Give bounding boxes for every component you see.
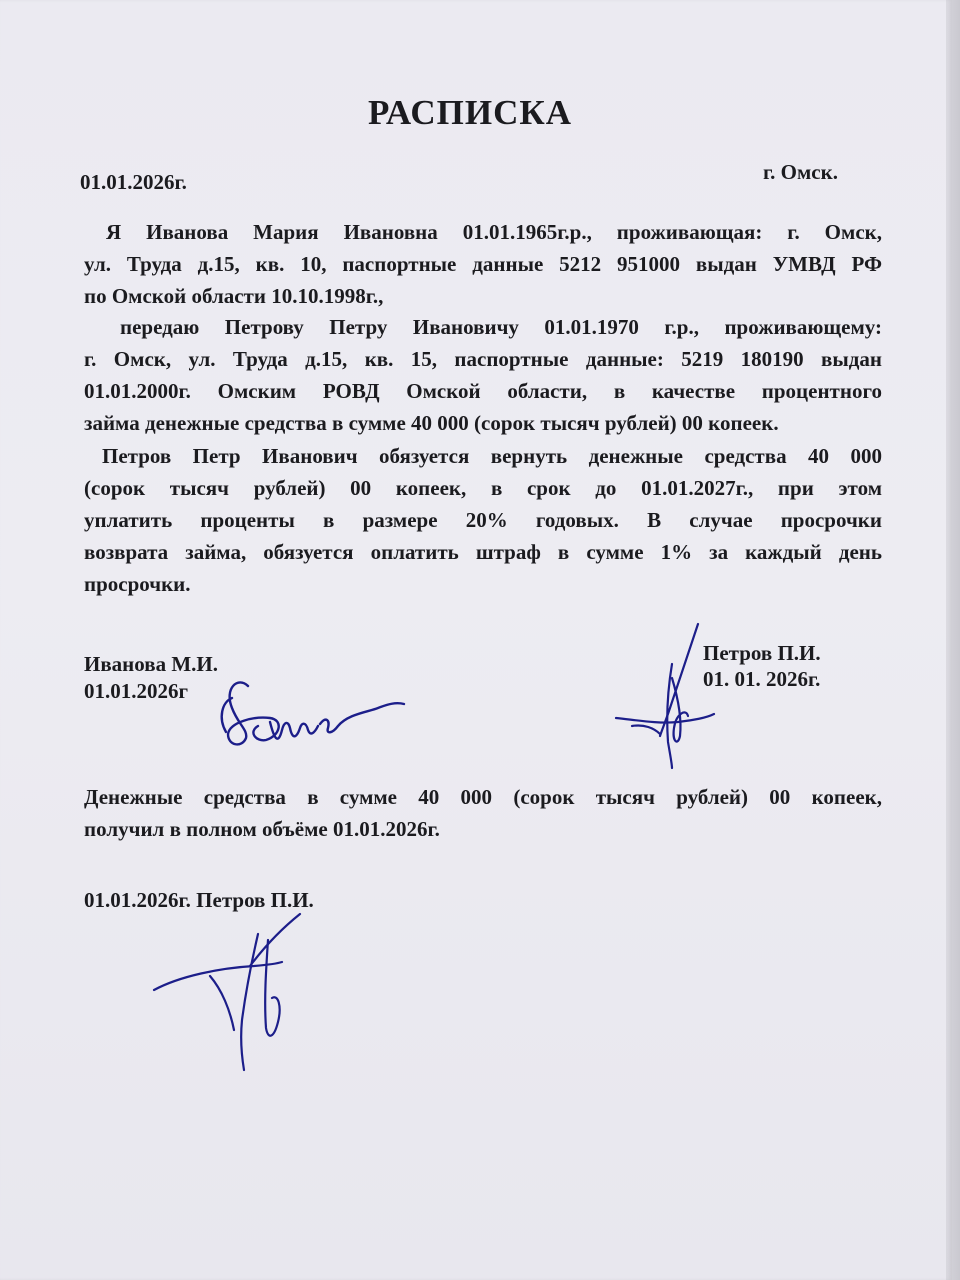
paragraph-line: 01.01.2000г. Омским РОВД Омской области, в качестве процентного <box>84 379 882 403</box>
document-city: г. Омск. <box>763 160 838 184</box>
paragraph-line: Петров Петр Иванович обязуется вернуть денежные средства 40 000 <box>102 444 882 468</box>
paragraph-line: получил в полном объёме 01.01.2026г. <box>84 817 440 841</box>
lender-name: Иванова М.И. <box>84 652 218 676</box>
receipt-date-and-name: 01.01.2026г. Петров П.И. <box>84 888 314 912</box>
paragraph-line: просрочки. <box>84 572 191 596</box>
document-title: РАСПИСКА <box>367 93 573 132</box>
paragraph-line: уплатить проценты в размере 20% годовых. В случае просрочки <box>84 508 882 532</box>
paragraph-line: г. Омск, ул. Труда д.15, кв. 15, паспортные данные: 5219 180190 выдан <box>84 347 882 371</box>
borrower-handwritten-signature <box>610 618 720 778</box>
receipt-handwritten-signature <box>150 910 330 1080</box>
paragraph-line: Денежные средства в сумме 40 000 (сорок тысяч рублей) 00 копеек, <box>84 785 882 809</box>
document-date: 01.01.2026г. <box>80 170 187 194</box>
receipt-confirmation <box>84 781 882 845</box>
lender-handwritten-signature <box>218 668 418 758</box>
paragraph-lender-info <box>84 216 882 312</box>
paragraph-line: по Омской области 10.10.1998г., <box>84 284 384 308</box>
borrower-sign-date: 01. 01. 2026г. <box>703 667 821 691</box>
paragraph-line: (сорок тысяч рублей) 00 копеек, в срок до 01.01.2027г., при этом <box>84 476 882 500</box>
borrower-name: Петров П.И. <box>703 641 821 665</box>
paragraph-line: займа денежные средства в сумме 40 000 (сорок тысяч рублей) 00 копеек. <box>84 411 779 435</box>
paragraph-line: ул. Труда д.15, кв. 10, паспортные данные 5212 951000 выдан УМВД РФ <box>84 252 882 276</box>
paragraph-transfer <box>84 311 882 439</box>
paragraph-line: Я Иванова Мария Ивановна 01.01.1965г.р., проживающая: г. Омск, <box>106 220 882 244</box>
paragraph-line: передаю Петрову Петру Ивановичу 01.01.1970 г.р., проживающему: <box>120 315 882 339</box>
lender-sign-date: 01.01.2026г <box>84 679 189 703</box>
paragraph-line: возврата займа, обязуется оплатить штраф в сумме 1% за каждый день <box>84 540 882 564</box>
paragraph-obligation <box>84 440 882 600</box>
